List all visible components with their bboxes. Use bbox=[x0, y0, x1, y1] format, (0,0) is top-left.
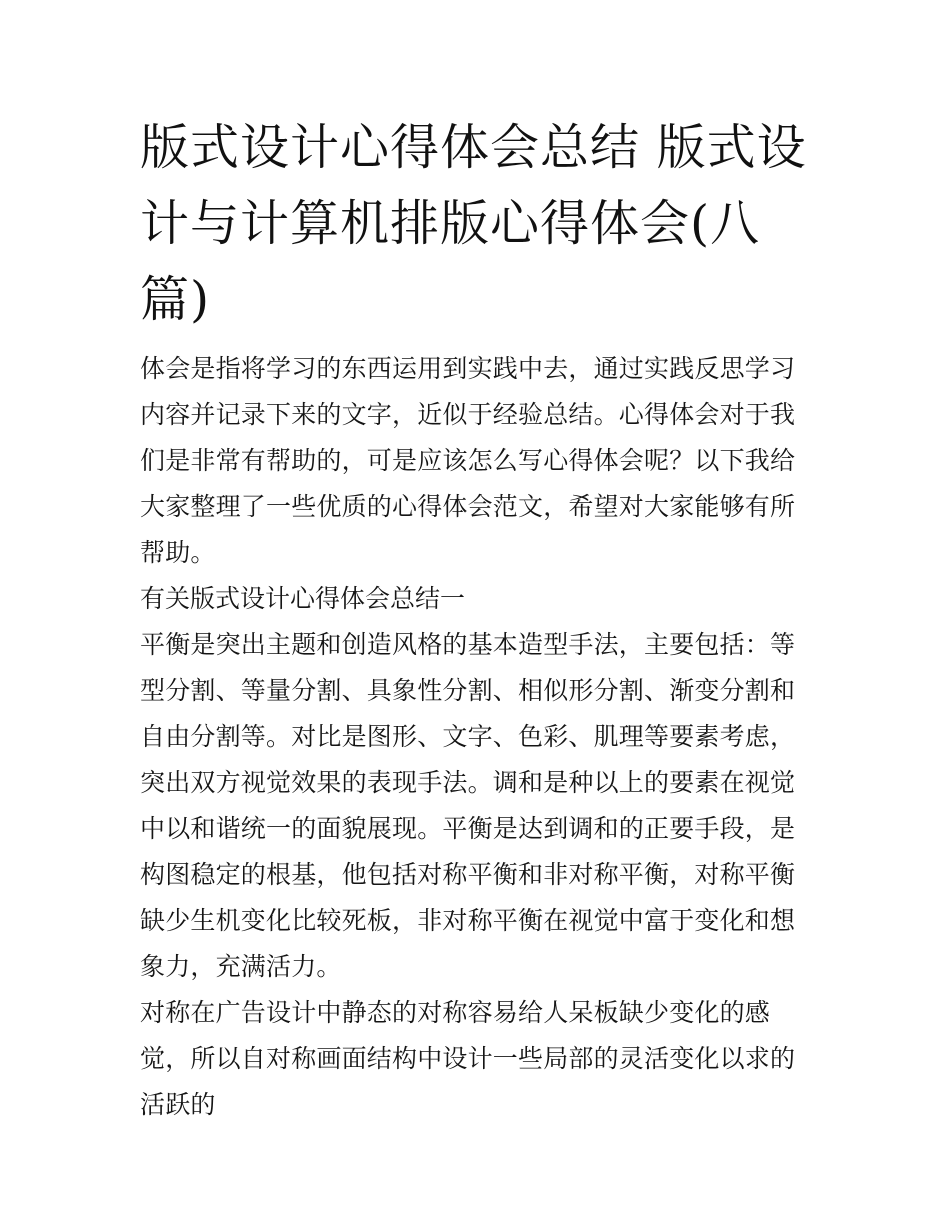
document-body bbox=[140, 346, 816, 1128]
section-heading: 有关版式设计心得体会总结一 bbox=[140, 584, 466, 613]
section-paragraph-2: 对称在广告设计中静态的对称容易给人呆板缺少变化的感觉，所以自对称画面结构中设计一些局部的灵活变化以求的活跃的 bbox=[140, 998, 796, 1119]
intro-paragraph: 体会是指将学习的东西运用到实践中去，通过实践反思学习内容并记录下来的文字，近似于经验总结。心得体会对于我们是非常有帮助的，可是应该怎么写心得体会呢？以下我给大家整理了一些优质的心得体会范文，希望对大家能够有所帮助。 bbox=[140, 354, 796, 567]
section-paragraph-1: 平衡是突出主题和创造风格的基本造型手法，主要包括：等型分割、等量分割、具象性分割、相似形分割、渐变分割和自由分割等。对比是图形、文字、色彩、肌理等要素考虑，突出双方视觉效果的表现手法。调和是种以上的要素在视觉中以和谐统一的面貌展现。平衡是达到调和的正要手段，是构图稳定的根基，他包括对称平衡和非对称平衡，对称平衡缺少生机变化比较死板，非对称平衡在视觉中富于变化和想象力，充满活力。 bbox=[140, 630, 796, 981]
document-title: 版式设计心得体会总结 版式设计与计算机排版心得体会(八篇) bbox=[140, 119, 807, 328]
document-content bbox=[140, 110, 816, 1128]
